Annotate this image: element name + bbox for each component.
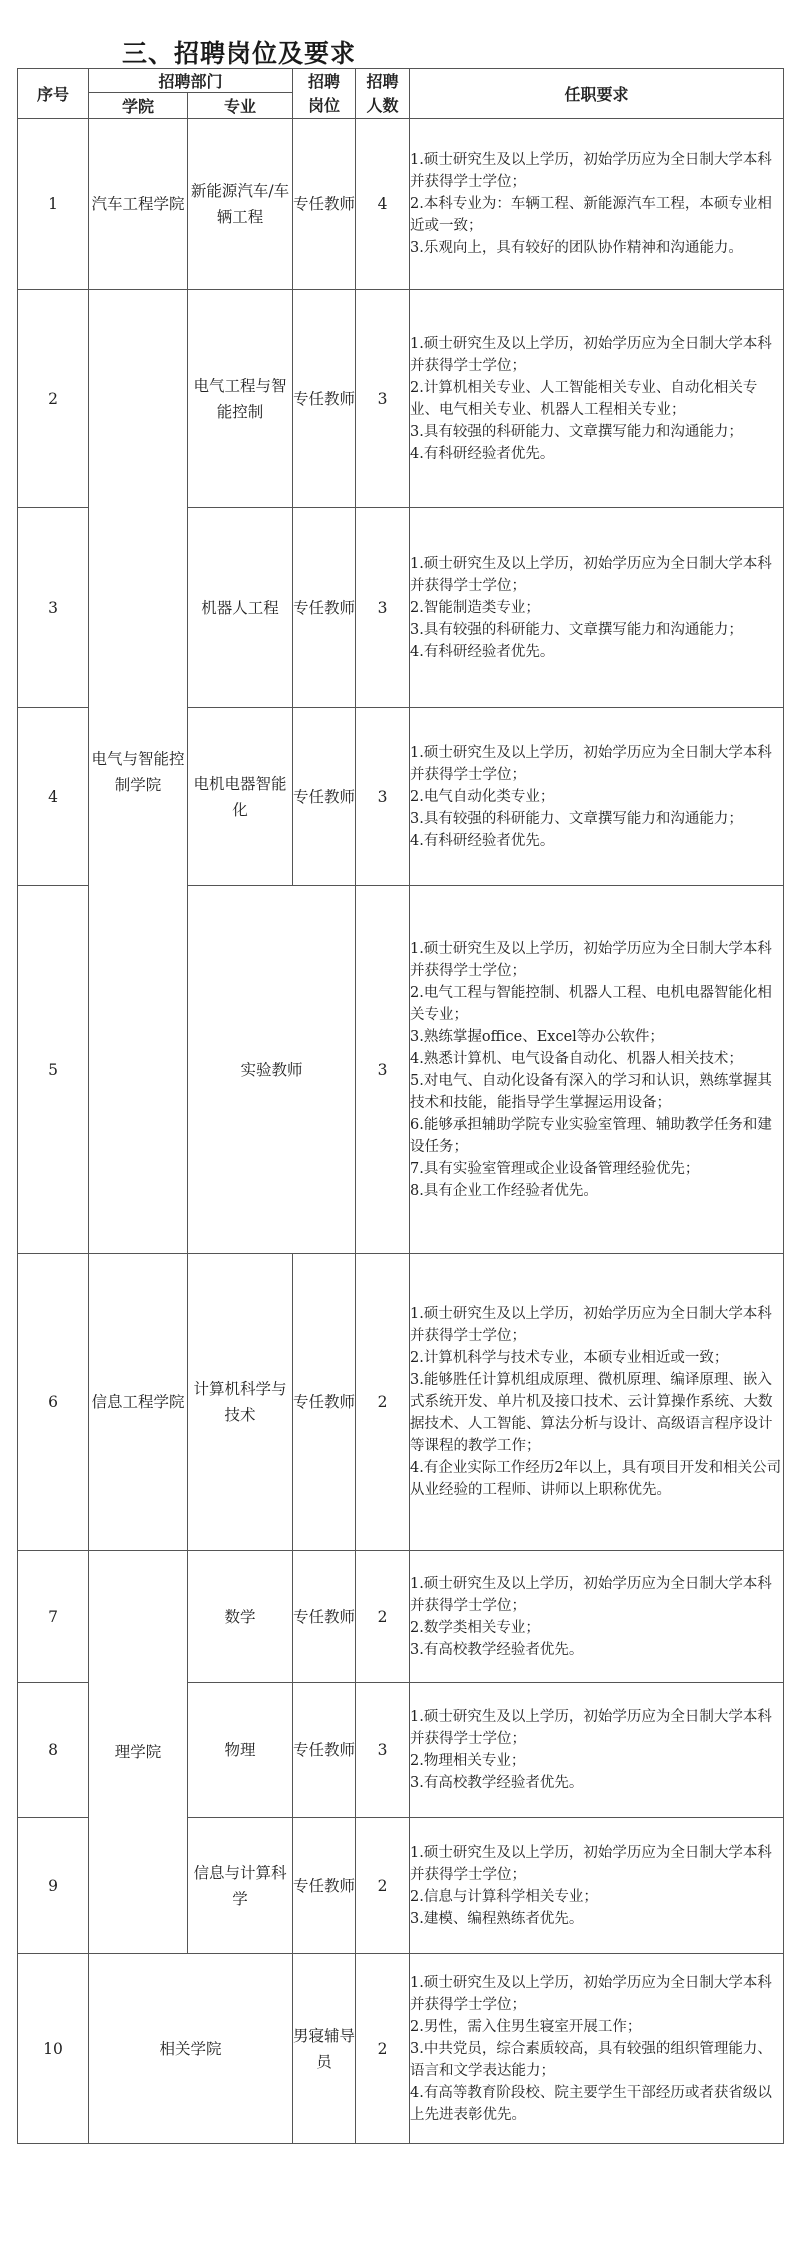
requirement-item: 1.硕士研究生及以上学历，初始学历应为全日制大学本科并获得学士学位； — [410, 555, 772, 594]
requirement-item: 4.有科研经验者优先。 — [410, 643, 555, 660]
row-major: 数学 — [188, 1551, 293, 1683]
row-seq: 9 — [18, 1818, 89, 1954]
row-count: 2 — [356, 1254, 410, 1551]
row-seq: 7 — [18, 1551, 89, 1683]
row-major-position: 实验教师 — [188, 886, 356, 1254]
header-dept: 招聘部门 — [89, 69, 293, 93]
row-college: 信息工程学院 — [89, 1254, 188, 1551]
row-seq: 4 — [18, 708, 89, 886]
row-position: 男寝辅导员 — [293, 1954, 356, 2144]
requirement-item: 2.信息与计算科学相关专业； — [410, 1888, 598, 1905]
requirement-item: 4.有科研经验者优先。 — [410, 445, 555, 462]
row-requirements — [410, 508, 784, 708]
requirement-item: 1.硕士研究生及以上学历，初始学历应为全日制大学本科并获得学士学位； — [410, 1709, 772, 1747]
row-college: 理学院 — [89, 1551, 188, 1954]
requirement-item: 3.有高校教学经验者优先。 — [410, 1775, 584, 1791]
row-college: 汽车工程学院 — [89, 119, 188, 290]
requirement-item: 1.硕士研究生及以上学历，初始学历应为全日制大学本科并获得学士学位； — [410, 940, 772, 979]
requirement-item: 2.电气自动化类专业； — [410, 788, 555, 805]
row-major: 物理 — [188, 1683, 293, 1818]
row-requirements — [410, 1954, 784, 2144]
recruitment-table — [17, 68, 784, 2144]
requirement-item: 2.物理相关专业； — [410, 1753, 526, 1769]
row-position: 专任教师 — [293, 1683, 356, 1818]
header-college: 学院 — [89, 93, 188, 119]
requirement-item: 4.有高等教育阶段校、院主要学生干部经历或者获省级以上先进表彰优先。 — [410, 2084, 772, 2123]
requirement-item: 4.熟悉计算机、电气设备自动化、机器人相关技术； — [410, 1050, 743, 1067]
table-row — [18, 1954, 784, 2144]
table-row — [18, 1254, 784, 1551]
table-row — [18, 290, 784, 508]
requirement-item: 3.熟练掌握office、Excel等办公软件； — [410, 1028, 664, 1045]
header-requirements: 任职要求 — [410, 69, 784, 119]
header-seq: 序号 — [18, 69, 89, 119]
row-seq: 5 — [18, 886, 89, 1254]
row-major: 电气工程与智能控制 — [188, 290, 293, 508]
row-college-major: 相关学院 — [89, 1954, 293, 2144]
requirement-item: 4.有企业实际工作经历2年以上，具有项目开发和相关公司从业经验的工程师、讲师以上职称优先。 — [410, 1460, 782, 1498]
row-seq: 3 — [18, 508, 89, 708]
row-requirements — [410, 290, 784, 508]
requirement-item: 1.硕士研究生及以上学历，初始学历应为全日制大学本科并获得学士学位； — [410, 1306, 772, 1344]
requirement-item: 2.本科专业为：车辆工程、新能源汽车工程，本硕专业相近或一致； — [410, 196, 772, 234]
header-position — [293, 69, 356, 119]
row-position: 专任教师 — [293, 708, 356, 886]
requirement-item: 1.硕士研究生及以上学历，初始学历应为全日制大学本科并获得学士学位； — [410, 1844, 772, 1883]
row-requirements — [410, 1818, 784, 1954]
row-college: 电气与智能控制学院 — [89, 290, 188, 1254]
requirement-item: 2.智能制造类专业； — [410, 599, 540, 616]
row-position: 专任教师 — [293, 1254, 356, 1551]
requirement-item: 7.具有实验室管理或企业设备管理经验优先； — [410, 1160, 700, 1177]
row-requirements — [410, 1683, 784, 1818]
requirement-item: 6.能够承担辅助学院专业实验室管理、辅助教学任务和建设任务； — [410, 1116, 772, 1155]
header-count-text: 招聘人数 — [366, 71, 399, 115]
row-requirements — [410, 1254, 784, 1551]
row-seq: 2 — [18, 290, 89, 508]
row-requirements — [410, 708, 784, 886]
table-row — [18, 119, 784, 290]
row-count: 2 — [356, 1954, 410, 2144]
row-count: 3 — [356, 708, 410, 886]
requirement-item: 1.硕士研究生及以上学历，初始学历应为全日制大学本科并获得学士学位； — [410, 335, 772, 374]
row-position: 专任教师 — [293, 1551, 356, 1683]
row-seq: 6 — [18, 1254, 89, 1551]
requirement-item: 3.能够胜任计算机组成原理、微机原理、编译原理、嵌入式系统开发、单片机及接口技术、云计算操作系统、大数据技术、人工智能、算法分析与设计、高级语言程序设计等课程的教学工作； — [410, 1372, 773, 1454]
row-requirements — [410, 886, 784, 1254]
requirement-item: 3.有高校教学经验者优先。 — [410, 1641, 584, 1658]
requirement-item: 5.对电气、自动化设备有深入的学习和认识，熟练掌握其技术和技能，能指导学生掌握运用设备； — [410, 1072, 772, 1111]
requirement-item: 2.数学类相关专业； — [410, 1619, 540, 1636]
row-count: 3 — [356, 290, 410, 508]
requirement-item: 1.硕士研究生及以上学历，初始学历应为全日制大学本科并获得学士学位； — [410, 152, 772, 190]
row-seq: 10 — [18, 1954, 89, 2144]
row-count: 3 — [356, 886, 410, 1254]
section-title: 三、招聘岗位及要求 — [122, 39, 357, 68]
requirement-item: 2.男性，需入住男生寝室开展工作； — [410, 2018, 642, 2035]
requirement-item: 1.硕士研究生及以上学历，初始学历应为全日制大学本科并获得学士学位； — [410, 1974, 772, 2013]
header-major: 专业 — [188, 93, 293, 119]
requirement-item: 3.具有较强的科研能力、文章撰写能力和沟通能力； — [410, 810, 743, 827]
row-major: 机器人工程 — [188, 508, 293, 708]
requirement-item: 8.具有企业工作经验者优先。 — [410, 1182, 598, 1199]
requirement-item: 1.硕士研究生及以上学历，初始学历应为全日制大学本科并获得学士学位； — [410, 744, 772, 783]
requirement-item: 2.电气工程与智能控制、机器人工程、电机电器智能化相关专业； — [410, 984, 772, 1023]
row-count: 2 — [356, 1818, 410, 1954]
row-requirements — [410, 1551, 784, 1683]
row-count: 3 — [356, 1683, 410, 1818]
requirement-item: 4.有科研经验者优先。 — [410, 832, 555, 849]
row-position: 专任教师 — [293, 1818, 356, 1954]
requirement-item: 3.中共党员，综合素质较高，具有较强的组织管理能力、语言和文学表达能力； — [410, 2040, 772, 2079]
header-row-1 — [18, 69, 784, 93]
row-seq: 8 — [18, 1683, 89, 1818]
requirement-item: 3.具有较强的科研能力、文章撰写能力和沟通能力； — [410, 423, 743, 440]
row-seq: 1 — [18, 119, 89, 290]
header-position-text: 招聘岗位 — [308, 71, 341, 115]
row-count: 3 — [356, 508, 410, 708]
row-requirements — [410, 119, 784, 290]
row-count: 4 — [356, 119, 410, 290]
table-row — [18, 1551, 784, 1683]
row-count: 2 — [356, 1551, 410, 1683]
row-major: 电机电器智能化 — [188, 708, 293, 886]
requirement-item: 2.计算机相关专业、人工智能相关专业、自动化相关专业、电气相关专业、机器人工程相关专业； — [410, 379, 758, 418]
header-count — [356, 69, 410, 119]
requirement-item: 2.计算机科学与技术专业，本硕专业相近或一致； — [410, 1350, 729, 1366]
requirement-item: 3.建模、编程熟练者优先。 — [410, 1910, 584, 1927]
requirement-item: 3.乐观向上，具有较好的团队协作精神和沟通能力。 — [410, 240, 743, 256]
row-major: 计算机科学与技术 — [188, 1254, 293, 1551]
row-position: 专任教师 — [293, 119, 356, 290]
row-position: 专任教师 — [293, 290, 356, 508]
row-major: 新能源汽车/车辆工程 — [188, 119, 293, 290]
requirement-item: 1.硕士研究生及以上学历，初始学历应为全日制大学本科并获得学士学位； — [410, 1575, 772, 1614]
row-major: 信息与计算科学 — [188, 1818, 293, 1954]
row-position: 专任教师 — [293, 508, 356, 708]
requirement-item: 3.具有较强的科研能力、文章撰写能力和沟通能力； — [410, 621, 743, 638]
